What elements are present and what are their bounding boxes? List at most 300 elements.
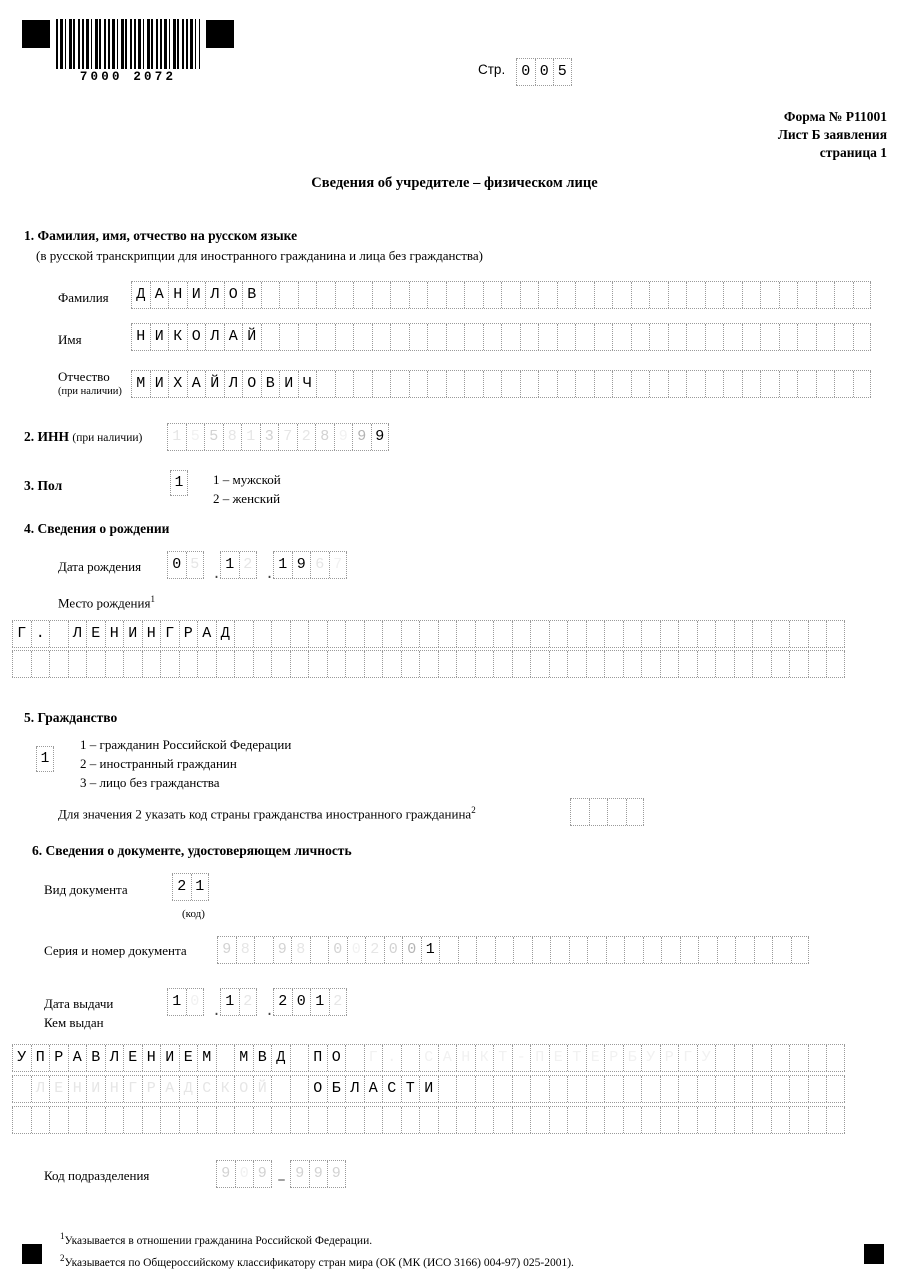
form-cell[interactable] bbox=[575, 371, 594, 397]
form-cell[interactable] bbox=[261, 282, 280, 308]
form-cell[interactable] bbox=[308, 1107, 327, 1133]
form-cell[interactable]: Г bbox=[678, 1045, 697, 1071]
form-cell[interactable] bbox=[631, 282, 650, 308]
form-cell[interactable] bbox=[298, 282, 317, 308]
form-cell[interactable] bbox=[612, 371, 631, 397]
form-cell[interactable] bbox=[234, 621, 253, 647]
form-cell[interactable] bbox=[456, 1107, 475, 1133]
form-cell[interactable]: Ч bbox=[298, 371, 317, 397]
form-cell[interactable]: Е bbox=[49, 1076, 68, 1102]
form-cell[interactable] bbox=[604, 1107, 623, 1133]
form-cell[interactable]: Т bbox=[493, 1045, 512, 1071]
form-cell[interactable] bbox=[401, 621, 420, 647]
form-cell[interactable] bbox=[390, 324, 409, 350]
form-cell[interactable]: Д bbox=[179, 1076, 198, 1102]
form-cell[interactable]: 2 bbox=[297, 424, 316, 450]
page-number-cells[interactable] bbox=[516, 58, 572, 86]
form-cell[interactable] bbox=[253, 621, 272, 647]
form-cell[interactable] bbox=[834, 324, 853, 350]
form-cell[interactable] bbox=[697, 1107, 716, 1133]
form-cell[interactable]: 2 bbox=[239, 989, 258, 1015]
form-cell[interactable]: У bbox=[641, 1045, 660, 1071]
form-cell[interactable]: 3 bbox=[260, 424, 279, 450]
form-cell[interactable] bbox=[660, 621, 679, 647]
form-cell[interactable]: С bbox=[419, 1045, 438, 1071]
form-cell[interactable] bbox=[612, 282, 631, 308]
form-cell[interactable]: П bbox=[31, 1045, 50, 1071]
form-cell[interactable] bbox=[493, 1107, 512, 1133]
form-cell[interactable] bbox=[382, 651, 401, 677]
form-cell[interactable] bbox=[623, 621, 642, 647]
form-cell[interactable] bbox=[660, 1076, 679, 1102]
form-cell[interactable]: Н bbox=[142, 1045, 161, 1071]
form-cell[interactable] bbox=[105, 1107, 124, 1133]
form-cell[interactable] bbox=[789, 1045, 808, 1071]
form-cell[interactable]: 0 bbox=[384, 937, 403, 963]
form-cell[interactable]: 9 bbox=[334, 424, 353, 450]
form-cell[interactable]: С bbox=[197, 1076, 216, 1102]
form-cell[interactable]: В bbox=[261, 371, 280, 397]
form-cell[interactable]: Б bbox=[327, 1076, 346, 1102]
form-cell[interactable] bbox=[308, 651, 327, 677]
form-cell[interactable]: 1 bbox=[167, 424, 186, 450]
form-cell[interactable]: 0 bbox=[535, 59, 554, 85]
form-cell[interactable]: 0 bbox=[292, 989, 311, 1015]
form-cell[interactable] bbox=[649, 282, 668, 308]
form-cell[interactable] bbox=[660, 651, 679, 677]
form-cell[interactable] bbox=[789, 651, 808, 677]
form-cell[interactable] bbox=[734, 651, 753, 677]
form-cell[interactable] bbox=[808, 1045, 827, 1071]
form-cell[interactable] bbox=[594, 282, 613, 308]
form-cell[interactable] bbox=[271, 1076, 290, 1102]
form-cell[interactable] bbox=[808, 1107, 827, 1133]
form-cell[interactable] bbox=[493, 621, 512, 647]
form-cell[interactable] bbox=[279, 282, 298, 308]
form-cell[interactable]: 1 bbox=[220, 989, 239, 1015]
form-cell[interactable] bbox=[31, 1107, 50, 1133]
form-cell[interactable] bbox=[797, 282, 816, 308]
form-cell[interactable]: 5 bbox=[186, 424, 205, 450]
form-cell[interactable]: А bbox=[160, 1076, 179, 1102]
form-cell[interactable] bbox=[142, 651, 161, 677]
form-cell[interactable] bbox=[557, 324, 576, 350]
form-cell[interactable] bbox=[123, 651, 142, 677]
form-cell[interactable] bbox=[816, 282, 835, 308]
form-cell[interactable] bbox=[538, 371, 557, 397]
form-cell[interactable]: 8 bbox=[291, 937, 310, 963]
form-cell[interactable] bbox=[513, 937, 532, 963]
form-cell[interactable] bbox=[446, 371, 465, 397]
form-cell[interactable] bbox=[501, 324, 520, 350]
form-cell[interactable] bbox=[680, 937, 699, 963]
form-cell[interactable] bbox=[179, 1107, 198, 1133]
form-cell[interactable] bbox=[752, 621, 771, 647]
form-cell[interactable]: И bbox=[150, 324, 169, 350]
form-cell[interactable] bbox=[661, 937, 680, 963]
form-cell[interactable]: П bbox=[308, 1045, 327, 1071]
form-cell[interactable] bbox=[446, 282, 465, 308]
form-cell[interactable]: Х bbox=[168, 371, 187, 397]
form-cell[interactable] bbox=[538, 282, 557, 308]
form-cell[interactable]: 1 bbox=[241, 424, 260, 450]
form-cell[interactable] bbox=[456, 621, 475, 647]
form-cell[interactable] bbox=[567, 621, 586, 647]
form-cell[interactable]: 2 bbox=[172, 874, 191, 900]
form-cell[interactable]: 5 bbox=[553, 59, 572, 85]
form-cell[interactable]: 9 bbox=[371, 424, 390, 450]
form-cell[interactable]: 0 bbox=[167, 552, 186, 578]
form-cell[interactable] bbox=[105, 651, 124, 677]
form-cell[interactable]: 9 bbox=[253, 1161, 272, 1187]
form-cell[interactable] bbox=[493, 651, 512, 677]
form-cell[interactable] bbox=[530, 1076, 549, 1102]
form-cell[interactable] bbox=[668, 282, 687, 308]
form-cell[interactable]: 9 bbox=[352, 424, 371, 450]
birth-month-input[interactable] bbox=[220, 551, 257, 579]
form-cell[interactable]: М bbox=[234, 1045, 253, 1071]
form-cell[interactable]: Р bbox=[660, 1045, 679, 1071]
form-cell[interactable] bbox=[853, 324, 872, 350]
form-cell[interactable] bbox=[697, 651, 716, 677]
form-cell[interactable] bbox=[409, 371, 428, 397]
form-cell[interactable] bbox=[604, 651, 623, 677]
firstname-input[interactable] bbox=[131, 323, 871, 351]
form-cell[interactable] bbox=[364, 621, 383, 647]
form-cell[interactable] bbox=[216, 1045, 235, 1071]
form-cell[interactable] bbox=[575, 324, 594, 350]
form-cell[interactable] bbox=[216, 1107, 235, 1133]
form-cell[interactable]: 2 bbox=[329, 989, 348, 1015]
form-cell[interactable] bbox=[345, 1045, 364, 1071]
form-cell[interactable] bbox=[427, 324, 446, 350]
form-cell[interactable] bbox=[372, 371, 391, 397]
form-cell[interactable] bbox=[401, 651, 420, 677]
form-cell[interactable]: П bbox=[530, 1045, 549, 1071]
form-cell[interactable] bbox=[604, 1076, 623, 1102]
form-cell[interactable] bbox=[586, 651, 605, 677]
form-cell[interactable]: К bbox=[216, 1076, 235, 1102]
form-cell[interactable] bbox=[549, 621, 568, 647]
form-cell[interactable]: 0 bbox=[186, 989, 205, 1015]
form-cell[interactable]: 5 bbox=[186, 552, 205, 578]
form-cell[interactable]: Н bbox=[68, 1076, 87, 1102]
form-cell[interactable]: У bbox=[697, 1045, 716, 1071]
issuedby-line-1[interactable] bbox=[12, 1044, 845, 1072]
form-cell[interactable]: 1 bbox=[310, 989, 329, 1015]
form-cell[interactable]: Н bbox=[456, 1045, 475, 1071]
form-cell[interactable]: 1 bbox=[170, 471, 188, 495]
sex-input[interactable] bbox=[170, 470, 188, 496]
form-cell[interactable]: А bbox=[438, 1045, 457, 1071]
form-cell[interactable] bbox=[353, 282, 372, 308]
form-cell[interactable]: О bbox=[234, 1076, 253, 1102]
form-cell[interactable] bbox=[419, 651, 438, 677]
form-cell[interactable] bbox=[530, 1107, 549, 1133]
form-cell[interactable] bbox=[606, 937, 625, 963]
birthplace-line-2[interactable] bbox=[12, 650, 845, 678]
form-cell[interactable] bbox=[705, 282, 724, 308]
form-cell[interactable]: 9 bbox=[327, 1161, 346, 1187]
form-cell[interactable] bbox=[290, 621, 309, 647]
form-cell[interactable] bbox=[771, 1107, 790, 1133]
form-cell[interactable]: Т bbox=[567, 1045, 586, 1071]
issuedby-line-2[interactable] bbox=[12, 1075, 845, 1103]
form-cell[interactable] bbox=[464, 371, 483, 397]
form-cell[interactable] bbox=[142, 1107, 161, 1133]
form-cell[interactable] bbox=[298, 324, 317, 350]
form-cell[interactable] bbox=[686, 371, 705, 397]
form-cell[interactable] bbox=[390, 371, 409, 397]
form-cell[interactable] bbox=[742, 371, 761, 397]
form-cell[interactable] bbox=[12, 651, 31, 677]
form-cell[interactable] bbox=[475, 621, 494, 647]
form-cell[interactable]: 1 bbox=[421, 937, 440, 963]
form-cell[interactable] bbox=[495, 937, 514, 963]
form-cell[interactable] bbox=[791, 937, 810, 963]
form-cell[interactable] bbox=[353, 371, 372, 397]
form-cell[interactable] bbox=[234, 651, 253, 677]
country-code-input[interactable] bbox=[570, 798, 644, 826]
form-cell[interactable] bbox=[290, 1045, 309, 1071]
form-cell[interactable] bbox=[586, 1076, 605, 1102]
form-cell[interactable] bbox=[587, 937, 606, 963]
form-cell[interactable]: 8 bbox=[236, 937, 255, 963]
form-cell[interactable]: Б bbox=[623, 1045, 642, 1071]
form-cell[interactable]: Р bbox=[179, 621, 198, 647]
form-cell[interactable]: 0 bbox=[347, 937, 366, 963]
subdivision-left-input[interactable] bbox=[216, 1160, 272, 1188]
form-cell[interactable] bbox=[49, 651, 68, 677]
form-cell[interactable] bbox=[335, 324, 354, 350]
form-cell[interactable] bbox=[86, 651, 105, 677]
form-cell[interactable] bbox=[742, 324, 761, 350]
form-cell[interactable]: 9 bbox=[292, 552, 311, 578]
form-cell[interactable] bbox=[458, 937, 477, 963]
patronymic-input[interactable] bbox=[131, 370, 871, 398]
form-cell[interactable] bbox=[345, 621, 364, 647]
form-cell[interactable] bbox=[649, 324, 668, 350]
form-cell[interactable] bbox=[668, 324, 687, 350]
form-cell[interactable] bbox=[160, 1107, 179, 1133]
form-cell[interactable] bbox=[789, 1107, 808, 1133]
form-cell[interactable] bbox=[570, 799, 589, 825]
form-cell[interactable]: 7 bbox=[278, 424, 297, 450]
citizenship-input[interactable] bbox=[36, 746, 54, 772]
form-cell[interactable] bbox=[501, 282, 520, 308]
form-cell[interactable]: - bbox=[512, 1045, 531, 1071]
form-cell[interactable]: И bbox=[279, 371, 298, 397]
form-cell[interactable] bbox=[409, 324, 428, 350]
form-cell[interactable]: Е bbox=[586, 1045, 605, 1071]
form-cell[interactable]: 9 bbox=[290, 1161, 309, 1187]
form-cell[interactable]: Н bbox=[105, 1076, 124, 1102]
form-cell[interactable] bbox=[290, 1107, 309, 1133]
form-cell[interactable]: Е bbox=[179, 1045, 198, 1071]
form-cell[interactable] bbox=[771, 1045, 790, 1071]
form-cell[interactable] bbox=[327, 621, 346, 647]
form-cell[interactable] bbox=[520, 371, 539, 397]
form-cell[interactable]: 0 bbox=[402, 937, 421, 963]
form-cell[interactable] bbox=[797, 371, 816, 397]
form-cell[interactable] bbox=[567, 1107, 586, 1133]
form-cell[interactable] bbox=[409, 282, 428, 308]
form-cell[interactable] bbox=[816, 324, 835, 350]
form-cell[interactable]: О bbox=[224, 282, 243, 308]
form-cell[interactable] bbox=[717, 937, 736, 963]
form-cell[interactable]: И bbox=[86, 1076, 105, 1102]
form-cell[interactable] bbox=[589, 799, 608, 825]
form-cell[interactable] bbox=[512, 1107, 531, 1133]
form-cell[interactable] bbox=[678, 651, 697, 677]
form-cell[interactable] bbox=[483, 324, 502, 350]
form-cell[interactable] bbox=[327, 651, 346, 677]
form-cell[interactable] bbox=[624, 937, 643, 963]
form-cell[interactable] bbox=[290, 1076, 309, 1102]
form-cell[interactable] bbox=[826, 621, 845, 647]
form-cell[interactable] bbox=[853, 282, 872, 308]
form-cell[interactable]: К bbox=[168, 324, 187, 350]
form-cell[interactable] bbox=[279, 324, 298, 350]
birth-day-input[interactable] bbox=[167, 551, 204, 579]
form-cell[interactable] bbox=[160, 651, 179, 677]
form-cell[interactable]: Л bbox=[105, 1045, 124, 1071]
form-cell[interactable] bbox=[216, 651, 235, 677]
form-cell[interactable] bbox=[816, 371, 835, 397]
form-cell[interactable] bbox=[419, 621, 438, 647]
form-cell[interactable] bbox=[427, 371, 446, 397]
form-cell[interactable] bbox=[834, 282, 853, 308]
form-cell[interactable]: А bbox=[187, 371, 206, 397]
form-cell[interactable] bbox=[123, 1107, 142, 1133]
form-cell[interactable] bbox=[567, 1076, 586, 1102]
form-cell[interactable] bbox=[771, 651, 790, 677]
form-cell[interactable] bbox=[808, 651, 827, 677]
form-cell[interactable] bbox=[271, 1107, 290, 1133]
form-cell[interactable]: 2 bbox=[273, 989, 292, 1015]
form-cell[interactable] bbox=[686, 324, 705, 350]
form-cell[interactable] bbox=[372, 324, 391, 350]
form-cell[interactable] bbox=[345, 1107, 364, 1133]
form-cell[interactable] bbox=[771, 1076, 790, 1102]
form-cell[interactable] bbox=[735, 937, 754, 963]
form-cell[interactable] bbox=[439, 937, 458, 963]
form-cell[interactable] bbox=[316, 324, 335, 350]
form-cell[interactable] bbox=[12, 1076, 31, 1102]
form-cell[interactable] bbox=[86, 1107, 105, 1133]
form-cell[interactable]: 1 bbox=[36, 747, 54, 771]
form-cell[interactable] bbox=[715, 621, 734, 647]
form-cell[interactable] bbox=[530, 651, 549, 677]
form-cell[interactable] bbox=[401, 1045, 420, 1071]
form-cell[interactable] bbox=[754, 937, 773, 963]
form-cell[interactable] bbox=[779, 371, 798, 397]
form-cell[interactable] bbox=[290, 651, 309, 677]
form-cell[interactable]: С bbox=[382, 1076, 401, 1102]
form-cell[interactable]: Й bbox=[205, 371, 224, 397]
form-cell[interactable] bbox=[271, 621, 290, 647]
form-cell[interactable] bbox=[512, 651, 531, 677]
form-cell[interactable]: 0 bbox=[235, 1161, 254, 1187]
form-cell[interactable] bbox=[623, 1107, 642, 1133]
form-cell[interactable] bbox=[520, 324, 539, 350]
form-cell[interactable] bbox=[586, 1107, 605, 1133]
form-cell[interactable]: Л bbox=[68, 621, 87, 647]
form-cell[interactable] bbox=[327, 1107, 346, 1133]
form-cell[interactable]: 7 bbox=[329, 552, 348, 578]
form-cell[interactable]: Л bbox=[345, 1076, 364, 1102]
form-cell[interactable]: 9 bbox=[273, 937, 292, 963]
form-cell[interactable]: 0 bbox=[328, 937, 347, 963]
form-cell[interactable] bbox=[705, 324, 724, 350]
form-cell[interactable]: И bbox=[150, 371, 169, 397]
form-cell[interactable] bbox=[456, 1076, 475, 1102]
form-cell[interactable] bbox=[476, 937, 495, 963]
form-cell[interactable] bbox=[234, 1107, 253, 1133]
form-cell[interactable] bbox=[752, 1076, 771, 1102]
form-cell[interactable]: М bbox=[197, 1045, 216, 1071]
form-cell[interactable] bbox=[760, 282, 779, 308]
form-cell[interactable]: Г bbox=[123, 1076, 142, 1102]
form-cell[interactable] bbox=[197, 651, 216, 677]
form-cell[interactable]: 9 bbox=[216, 1161, 235, 1187]
form-cell[interactable] bbox=[549, 1107, 568, 1133]
form-cell[interactable] bbox=[623, 1076, 642, 1102]
form-cell[interactable] bbox=[427, 282, 446, 308]
form-cell[interactable] bbox=[668, 371, 687, 397]
form-cell[interactable] bbox=[612, 324, 631, 350]
form-cell[interactable] bbox=[698, 937, 717, 963]
issue-day-input[interactable] bbox=[167, 988, 204, 1016]
form-cell[interactable] bbox=[797, 324, 816, 350]
form-cell[interactable]: О bbox=[242, 371, 261, 397]
form-cell[interactable] bbox=[68, 651, 87, 677]
form-cell[interactable] bbox=[569, 937, 588, 963]
form-cell[interactable]: И bbox=[123, 621, 142, 647]
series-number-input[interactable] bbox=[217, 936, 809, 964]
form-cell[interactable] bbox=[607, 799, 626, 825]
form-cell[interactable] bbox=[771, 621, 790, 647]
form-cell[interactable] bbox=[68, 1107, 87, 1133]
form-cell[interactable]: 2 bbox=[239, 552, 258, 578]
form-cell[interactable] bbox=[456, 651, 475, 677]
form-cell[interactable] bbox=[438, 1076, 457, 1102]
form-cell[interactable] bbox=[475, 651, 494, 677]
issue-year-input[interactable] bbox=[273, 988, 347, 1016]
form-cell[interactable] bbox=[660, 1107, 679, 1133]
form-cell[interactable] bbox=[631, 324, 650, 350]
form-cell[interactable] bbox=[826, 651, 845, 677]
form-cell[interactable] bbox=[626, 799, 645, 825]
form-cell[interactable]: Л bbox=[205, 282, 224, 308]
form-cell[interactable] bbox=[31, 651, 50, 677]
form-cell[interactable] bbox=[382, 621, 401, 647]
form-cell[interactable]: Р bbox=[142, 1076, 161, 1102]
form-cell[interactable] bbox=[678, 621, 697, 647]
form-cell[interactable] bbox=[604, 621, 623, 647]
form-cell[interactable]: 9 bbox=[309, 1161, 328, 1187]
form-cell[interactable]: Т bbox=[401, 1076, 420, 1102]
form-cell[interactable]: И bbox=[160, 1045, 179, 1071]
surname-input[interactable] bbox=[131, 281, 871, 309]
form-cell[interactable] bbox=[446, 324, 465, 350]
form-cell[interactable] bbox=[567, 651, 586, 677]
form-cell[interactable] bbox=[742, 282, 761, 308]
form-cell[interactable] bbox=[316, 371, 335, 397]
form-cell[interactable] bbox=[49, 1107, 68, 1133]
form-cell[interactable] bbox=[649, 371, 668, 397]
form-cell[interactable]: Н bbox=[168, 282, 187, 308]
